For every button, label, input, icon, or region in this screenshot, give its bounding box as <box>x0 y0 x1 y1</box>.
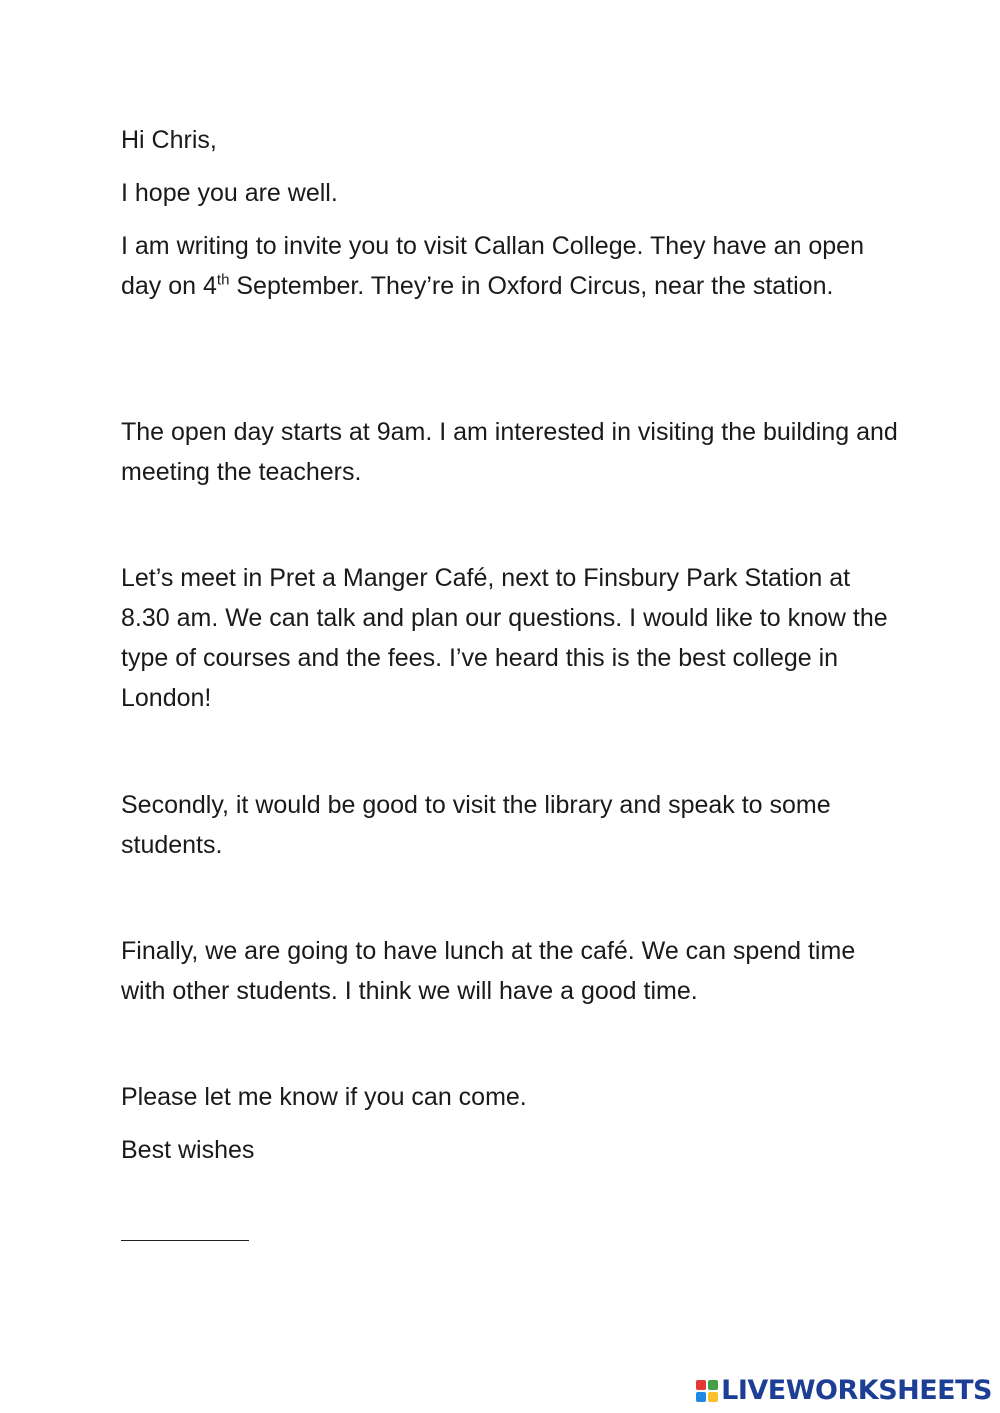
logo-square-red <box>696 1380 706 1390</box>
paragraph-invitation-part1: I am writing to invite you to visit Callan College. They have an open day on 4 <box>121 232 864 300</box>
sign-off: Best wishes <box>121 1136 255 1164</box>
logo-square-yellow <box>708 1392 718 1402</box>
ordinal-suffix: th <box>216 271 230 289</box>
signature-blank <box>121 1240 249 1241</box>
liveworksheets-logo-icon <box>696 1380 718 1402</box>
opening-line: I hope you are well. <box>121 179 338 207</box>
watermark-text: LIVEWORKSHEETS <box>721 1375 992 1406</box>
paragraph-secondly: Secondly, it would be good to visit the library and speak to some students. <box>121 791 831 859</box>
paragraph-meeting: Let’s meet in Pret a Manger Café, next to Finsbury Park Station at 8.30 am. We can talk and plan our questions. I would like to know the type of courses and the fees. I’ve heard this is the best college in London! <box>121 564 888 712</box>
logo-square-blue <box>696 1392 706 1402</box>
paragraph-invitation-part2: September. They’re in Oxford Circus, near the station. <box>229 272 834 300</box>
logo-square-green <box>708 1380 718 1390</box>
liveworksheets-watermark <box>696 1375 992 1407</box>
closing-request: Please let me know if you can come. <box>121 1083 527 1111</box>
paragraph-finally: Finally, we are going to have lunch at the café. We can spend time with other students. I think we will have a good time. <box>121 937 856 1005</box>
paragraph-invitation <box>121 226 901 306</box>
paragraph-open-day: The open day starts at 9am. I am interested in visiting the building and meeting the teachers. <box>121 418 898 486</box>
greeting: Hi Chris, <box>121 126 217 154</box>
